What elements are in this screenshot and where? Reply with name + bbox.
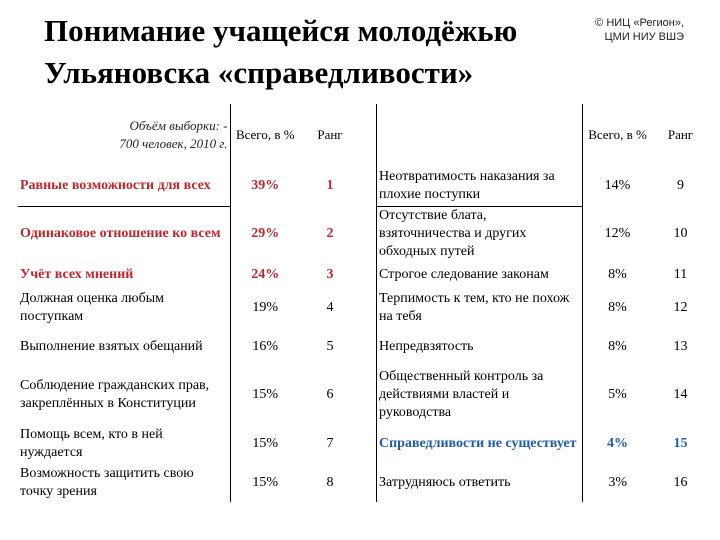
row-value: 29% xyxy=(251,226,280,241)
row-rank: 8 xyxy=(326,475,334,490)
right-col-total-header: Всего, в % xyxy=(588,127,647,142)
table-row xyxy=(18,328,360,366)
row-value: 4% xyxy=(607,436,628,451)
table-row xyxy=(18,366,360,424)
row-rank: 2 xyxy=(326,226,334,241)
row-value: 12% xyxy=(604,226,631,241)
row-value: 14% xyxy=(604,178,631,193)
copyright-line-2: ЦМИ НИУ ВШЭ xyxy=(604,31,684,43)
row-label: Помощь всем, кто в ней нуждается xyxy=(18,424,230,464)
row-value: 3% xyxy=(608,475,628,490)
row-label: Соблюдение гражданских прав, закреплённых в Конституции xyxy=(18,366,230,424)
row-value: 8% xyxy=(608,300,627,315)
copyright-note xyxy=(595,16,684,44)
row-rank: 9 xyxy=(677,178,684,193)
row-label: Непредвзятость xyxy=(377,328,583,366)
left-col-rank-header: Ранг xyxy=(317,127,343,142)
row-rank: 14 xyxy=(673,387,688,402)
row-label: Отсутствие блата, взяточничества и других обходных путей xyxy=(377,206,583,262)
row-label: Строгое следование законам xyxy=(377,262,583,288)
left-table xyxy=(18,104,361,502)
table-row xyxy=(18,464,360,502)
title-line-2: Ульяновска «справедливости» xyxy=(44,55,474,90)
row-label: Учёт всех мнений xyxy=(18,262,230,288)
row-value: 15% xyxy=(252,475,279,490)
row-rank: 1 xyxy=(326,178,334,193)
row-label: Справедливости не существует xyxy=(377,424,583,464)
row-label: Затрудняюсь ответить xyxy=(377,464,583,502)
table-row xyxy=(18,288,360,328)
row-label: Неотвратимость наказания за плохие поступки xyxy=(377,166,583,206)
row-rank: 15 xyxy=(673,436,688,451)
copyright-line-1: © НИЦ «Регион», xyxy=(595,17,684,29)
right-table xyxy=(376,104,709,502)
row-value: 8% xyxy=(608,267,627,282)
row-rank: 5 xyxy=(326,339,334,354)
row-value: 8% xyxy=(608,339,627,354)
table-row xyxy=(377,206,709,262)
row-value: 19% xyxy=(252,300,279,315)
row-rank: 4 xyxy=(326,300,334,315)
table-row xyxy=(18,262,360,288)
table-row xyxy=(377,262,709,288)
row-value: 39% xyxy=(251,178,280,193)
row-value: 5% xyxy=(608,387,627,402)
sample-size-note: Объём выборки: - 700 человек, 2010 г. xyxy=(18,104,230,166)
table-row xyxy=(377,288,709,328)
row-value: 24% xyxy=(251,267,280,282)
table-row xyxy=(377,366,709,424)
row-label: Одинаковое отношение ко всем xyxy=(18,206,230,262)
row-label: Выполнение взятых обещаний xyxy=(18,328,230,366)
right-col-rank-header: Ранг xyxy=(667,127,694,142)
table-row xyxy=(377,464,709,502)
right-header-blank xyxy=(377,104,583,166)
row-label: Терпимость к тем, кто не похож на тебя xyxy=(377,288,583,328)
table-row xyxy=(18,424,360,464)
row-rank: 3 xyxy=(326,267,334,282)
row-label: Должная оценка любым поступкам xyxy=(18,288,230,328)
row-value: 15% xyxy=(252,387,279,402)
row-rank: 6 xyxy=(326,387,334,402)
table-row xyxy=(18,166,360,206)
left-col-total-header: Всего, в % xyxy=(235,127,295,142)
row-value: 15% xyxy=(252,436,279,451)
row-label: Возможность защитить свою точку зрения xyxy=(18,464,230,502)
right-table-header xyxy=(377,104,709,166)
row-rank: 16 xyxy=(673,475,688,490)
page-title xyxy=(44,10,564,94)
table-row xyxy=(18,206,360,262)
table-row xyxy=(377,166,709,206)
row-rank: 11 xyxy=(673,267,688,282)
row-label: Равные возможности для всех xyxy=(18,166,230,206)
table-row xyxy=(377,424,709,464)
row-value: 16% xyxy=(252,339,279,354)
title-line-1: Понимание учащейся молодёжью xyxy=(44,13,518,48)
left-table-header xyxy=(18,104,360,166)
row-label: Общественный контроль за действиями властей и руководства xyxy=(377,366,583,424)
row-rank: 7 xyxy=(326,436,334,451)
row-rank: 13 xyxy=(673,339,688,354)
table-row xyxy=(377,328,709,366)
row-rank: 12 xyxy=(673,300,688,315)
row-rank: 10 xyxy=(673,226,688,241)
